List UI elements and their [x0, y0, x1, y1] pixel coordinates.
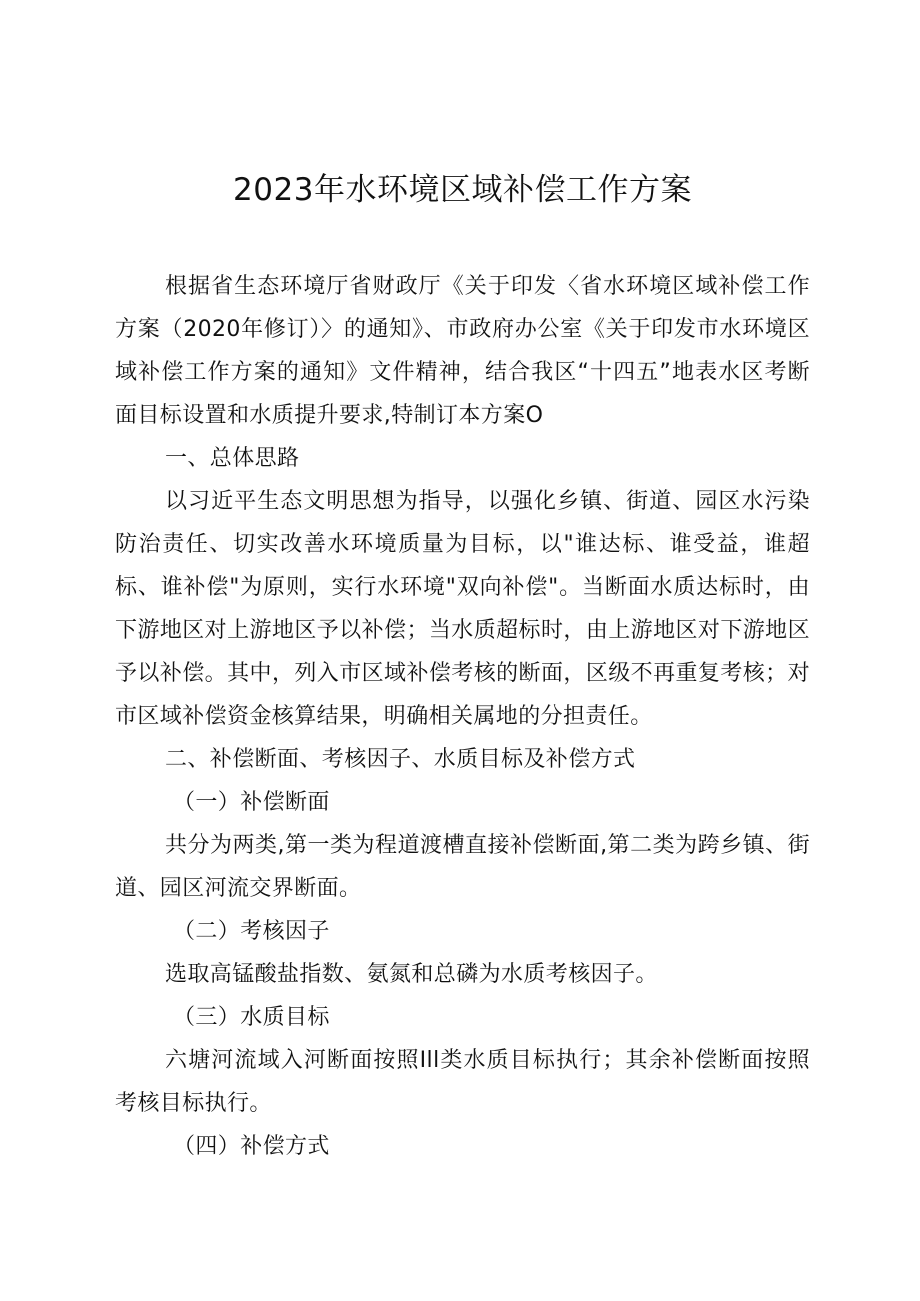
subsection-heading-water-quality-targets: （三）水质目标 — [173, 1005, 330, 1030]
subsection-heading-assessment-factors: （二）考核因子 — [173, 919, 330, 944]
document-body — [115, 265, 810, 1168]
compensation-sections-paragraph: 共分为两类,第一类为程道渡槽直接补偿断面,第二类为跨乡镇、街道、园区河流交界断面。 — [115, 833, 810, 901]
water-quality-targets-paragraph: 六塘河流域入河断面按照Ill类水质目标执行；其余补偿断面按照考核目标执行。 — [115, 1048, 810, 1116]
subsection-heading-compensation-method: （四）补偿方式 — [173, 1134, 330, 1159]
section-heading-overall-approach: 一、总体思路 — [165, 446, 300, 471]
assessment-factors-paragraph: 选取高锰酸盐指数、氨氮和总磷为水质考核因子。 — [165, 962, 658, 987]
overall-approach-paragraph: 以习近平生态文明思想为指导，以强化乡镇、街道、园区水污染防治责任、切实改善水环境质量为目标，以"谁达标、谁受益，谁超标、谁补偿"为原则，实行水环境"双向补偿"。当断面水质达标时，由下游地区对上游地区予以补偿；当水质超标时，由上游地区对下游地区予以补偿。其中，列入市区域补偿考核的断面，区级不再重复考核；对市区域补偿资金核算结果，明确相关属地的分担责任。 — [115, 489, 810, 729]
intro-paragraph: 根据省生态环境厅省财政厅《关于印发〈省水环境区域补偿工作方案（2020年修订）〉的通知》、市政府办公室《关于印发市水环境区域补偿工作方案的通知》文件精神，结合我区“十四五”地表水区考断面目标设置和水质提升要求,特制订本方案O — [115, 274, 810, 428]
section-heading-compensation-details: 二、补偿断面、考核因子、水质目标及补偿方式 — [165, 747, 636, 772]
document-title: 2023年水环境区域补偿工作方案 — [233, 172, 692, 208]
subsection-heading-compensation-sections: （一）补偿断面 — [173, 790, 330, 815]
